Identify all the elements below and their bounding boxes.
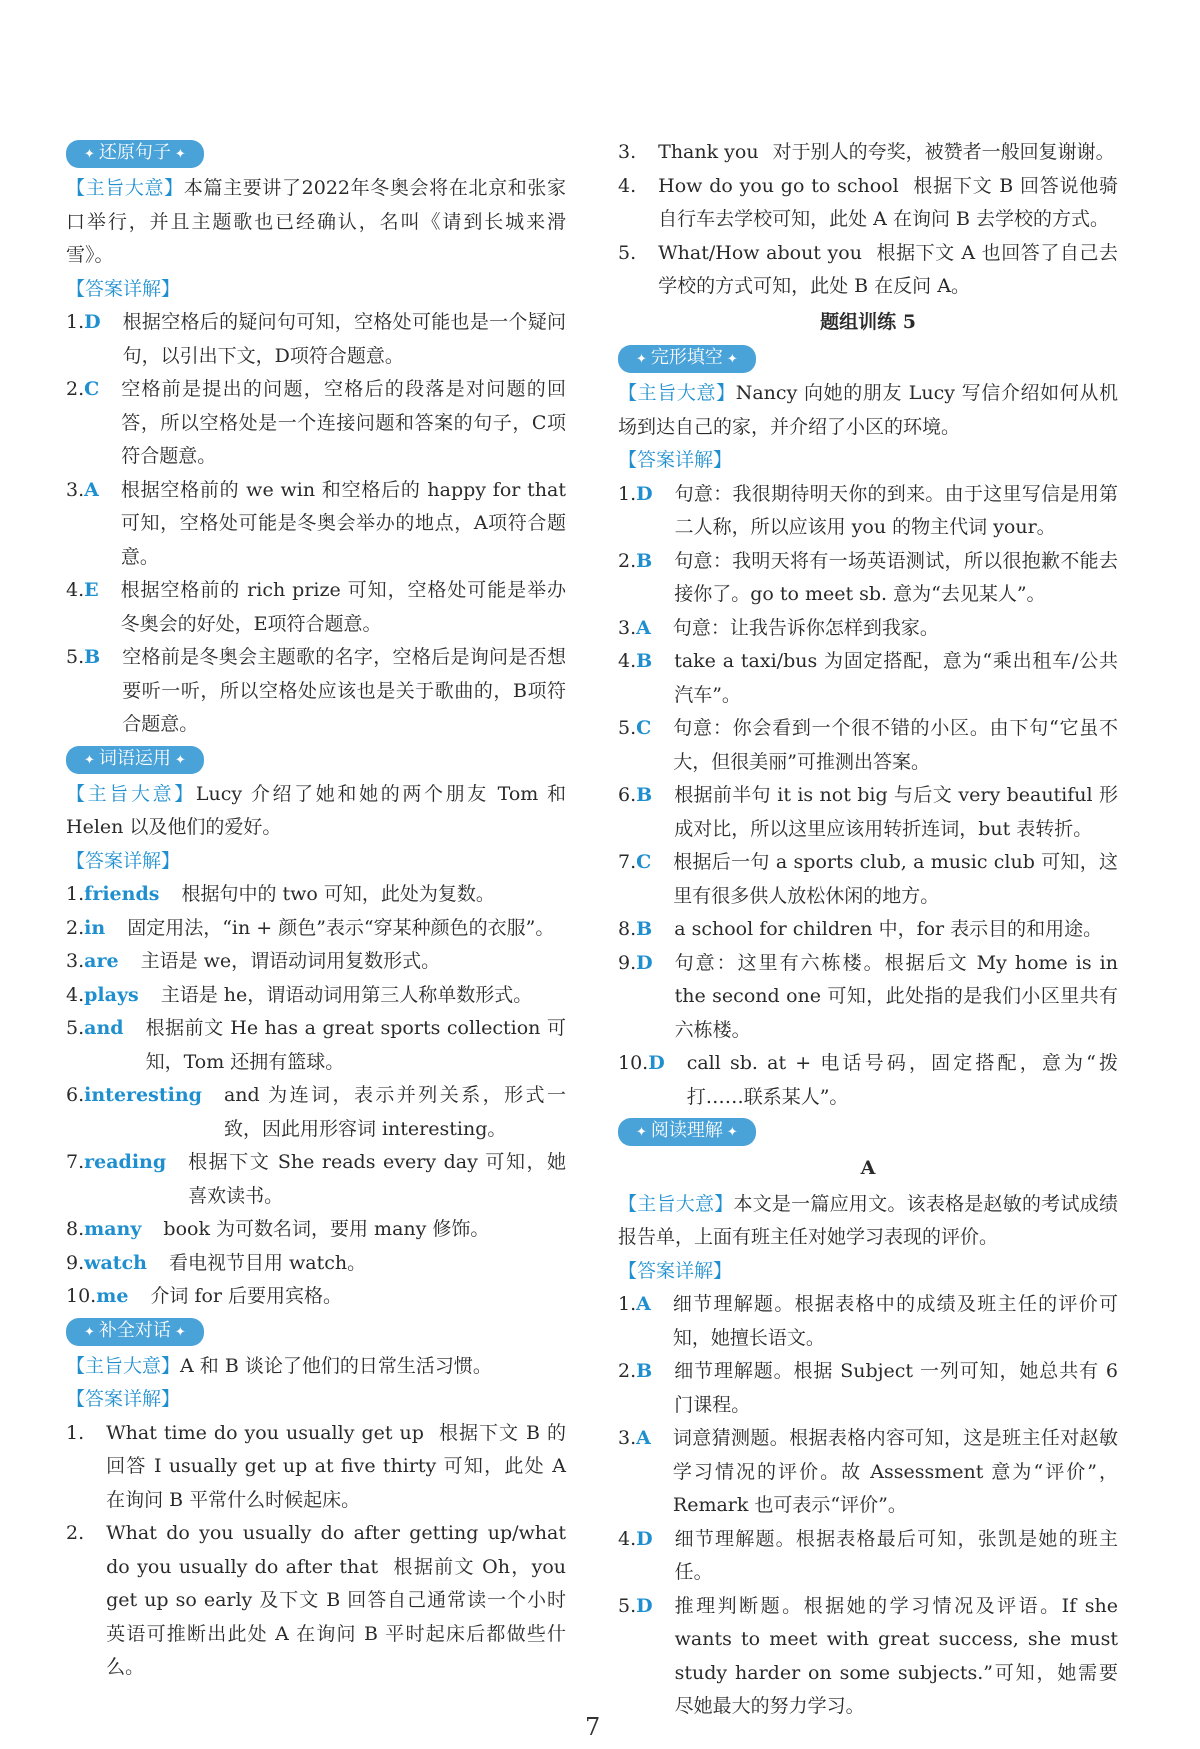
item-index: 2. bbox=[66, 378, 85, 400]
answer-number bbox=[66, 1213, 141, 1247]
answer-key: Thank you bbox=[658, 141, 759, 163]
answer-key: A bbox=[84, 478, 99, 501]
answer-item bbox=[66, 1079, 566, 1146]
answer-explanation bbox=[673, 846, 1118, 913]
explanation-text: 根据空格前的 rich prize 可知，空格处可能是举办冬奥会的好处，E项符合题意。 bbox=[120, 579, 566, 635]
answer-key: many bbox=[84, 1218, 142, 1240]
answer-explanation bbox=[224, 1079, 566, 1146]
answer-explanation bbox=[658, 170, 1118, 237]
answer-key: and bbox=[84, 1017, 124, 1039]
item-index: 2. bbox=[66, 1522, 85, 1544]
answer-explanation bbox=[673, 1288, 1118, 1355]
item-index: 4. bbox=[618, 650, 637, 672]
answer-explanation bbox=[146, 1012, 566, 1079]
answer-item bbox=[66, 1280, 566, 1314]
answer-explanation bbox=[188, 1146, 566, 1213]
answer-number bbox=[618, 1047, 665, 1114]
item-index: 9. bbox=[618, 951, 637, 974]
answer-number bbox=[66, 306, 101, 373]
answers-label: 【答案详解】 bbox=[66, 1388, 181, 1410]
answer-number bbox=[66, 979, 139, 1013]
explanation-text: 细节理解题。根据表格中的成绩及班主任的评价可知，她擅长语文。 bbox=[672, 1293, 1118, 1349]
explanation-text: a school for children 中，for 表示目的和用途。 bbox=[674, 918, 1103, 940]
answer-item bbox=[618, 779, 1118, 846]
sparkle-icon: ✦ bbox=[84, 1324, 95, 1340]
answer-explanation bbox=[673, 712, 1118, 779]
group-title: 题组训练 5 bbox=[820, 310, 916, 333]
answer-explanation bbox=[127, 912, 566, 946]
answer-explanation bbox=[169, 1247, 566, 1281]
answer-item bbox=[66, 1417, 566, 1518]
item-index: 10. bbox=[66, 1285, 97, 1307]
answer-key: B bbox=[636, 650, 653, 672]
answer-number bbox=[66, 912, 105, 946]
answer-explanation bbox=[674, 1355, 1118, 1422]
answer-number bbox=[618, 913, 652, 947]
answer-item bbox=[618, 1590, 1118, 1724]
answer-key: What do you usually do after getting up/what do you usually do after that bbox=[106, 1522, 566, 1578]
answer-number bbox=[618, 612, 651, 646]
answer-key: D bbox=[648, 1052, 665, 1074]
answer-key: D bbox=[636, 482, 653, 505]
answer-key: B bbox=[636, 918, 653, 940]
answer-key: A bbox=[636, 616, 651, 639]
answer-explanation bbox=[675, 1590, 1118, 1724]
item-index: 7. bbox=[66, 1151, 85, 1173]
answer-key: me bbox=[96, 1285, 129, 1307]
sparkle-icon: ✦ bbox=[174, 147, 186, 162]
explanation-text: book 为可数名词，要用 many 修饰。 bbox=[163, 1218, 490, 1240]
sparkle-icon: ✦ bbox=[726, 1125, 738, 1140]
answers-label: 【答案详解】 bbox=[66, 277, 181, 300]
answer-explanation bbox=[106, 1417, 566, 1518]
answer-number bbox=[66, 1517, 84, 1685]
sparkle-icon: ✦ bbox=[174, 752, 186, 768]
answer-item bbox=[618, 1047, 1118, 1114]
section-tag-reading: ✦ 阅读理解 ✦ bbox=[618, 1118, 756, 1146]
answer-key: D bbox=[636, 951, 653, 974]
explanation-text: 词意猜测题。根据表格内容可知，这是班主任对赵敏学习情况的评价。故 Assessment 意为“评价”，Remark 也可表示“评价”。 bbox=[672, 1427, 1118, 1516]
answer-explanation bbox=[161, 979, 566, 1013]
answer-explanation bbox=[658, 237, 1118, 304]
answer-number bbox=[618, 237, 636, 304]
explanation-text: 主语是 we，谓语动词用复数形式。 bbox=[140, 950, 441, 972]
answer-key: plays bbox=[84, 983, 139, 1006]
answer-key: B bbox=[84, 646, 101, 668]
answer-item bbox=[66, 641, 566, 742]
answer-item bbox=[618, 136, 1118, 170]
explanation-text: 根据前半句 it is not big 与后文 very beautiful 形成对比，所以这里应该用转折连词，but 表转折。 bbox=[674, 784, 1118, 840]
item-index: 3. bbox=[66, 950, 85, 972]
answer-item bbox=[618, 913, 1118, 947]
explanation-text: 对于别人的夸奖，被赞者一般回复谢谢。 bbox=[772, 141, 1115, 163]
explanation-text: 介词 for 后要用宾格。 bbox=[150, 1285, 343, 1307]
explanation-text: 根据下文 She reads every day 可知，她喜欢读书。 bbox=[188, 1151, 566, 1207]
answer-key: D bbox=[84, 311, 101, 333]
sparkle-icon: ✦ bbox=[84, 147, 95, 162]
answer-explanation bbox=[673, 1422, 1118, 1523]
answer-key: D bbox=[636, 1594, 653, 1617]
answer-number bbox=[618, 712, 651, 779]
item-index: 10. bbox=[618, 1052, 649, 1074]
answer-explanation bbox=[121, 574, 566, 641]
item-index: 1. bbox=[66, 883, 85, 905]
answer-explanation bbox=[121, 373, 566, 474]
explanation-text: 推理判断题。根据她的学习情况及评语。If she wants to meet with great success, she must study harder on some subjects.”可知，她需要尽她最大的努力学习。 bbox=[674, 1594, 1118, 1717]
answer-number bbox=[66, 1280, 128, 1314]
explanation-text: 句意：这里有六栋楼。根据后文 My home is in the second one 可知，此处指的是我们小区里共有六栋楼。 bbox=[674, 951, 1118, 1041]
item-index: 9. bbox=[66, 1251, 85, 1274]
answer-number bbox=[66, 1079, 202, 1146]
answer-key: are bbox=[84, 950, 119, 972]
explanation-text: call sb. at + 电话号码，固定搭配，意为“拨打……联系某人”。 bbox=[686, 1052, 1118, 1108]
explanation-text: 细节理解题。根据 Subject 一列可知，她总共有 6 门课程。 bbox=[674, 1360, 1118, 1416]
answer-number bbox=[618, 846, 651, 913]
answer-explanation bbox=[121, 474, 566, 575]
answer-key: E bbox=[84, 579, 99, 601]
answer-explanation bbox=[674, 779, 1118, 846]
answer-key: friends bbox=[84, 883, 160, 905]
answer-item bbox=[66, 878, 566, 912]
answer-key: C bbox=[636, 851, 652, 873]
item-index: 5. bbox=[66, 1017, 85, 1039]
item-index: 3. bbox=[618, 141, 637, 163]
explanation-text: 句意：我明天将有一场英语测试，所以很抱歉不能去接你了。go to meet sb. 意为“去见某人”。 bbox=[674, 549, 1118, 605]
explanation-text: 看电视节目用 watch。 bbox=[168, 1251, 367, 1274]
answer-number bbox=[66, 474, 99, 575]
explanation-text: 根据后一句 a sports club, a music club 可知，这里有很多供人放松休闲的地方。 bbox=[673, 851, 1118, 907]
answer-number bbox=[66, 1247, 147, 1281]
sparkle-icon: ✦ bbox=[636, 352, 647, 367]
explanation-text: 根据空格前的 we win 和空格后的 happy for that 可知，空格处可能是冬奥会举办的地点，A项符合题意。 bbox=[120, 478, 566, 568]
explanation-text: 根据空格后的疑问句可知，空格处可能也是一个疑问句，以引出下文，D项符合题意。 bbox=[122, 311, 566, 367]
answer-explanation bbox=[675, 947, 1118, 1048]
answer-number bbox=[618, 136, 636, 170]
answer-key: D bbox=[636, 1527, 653, 1550]
answer-number bbox=[618, 170, 636, 237]
answer-number bbox=[618, 1355, 652, 1422]
answer-explanation bbox=[658, 136, 1118, 170]
summary: 【主旨大意】Lucy 介绍了她和她的两个朋友 Tom 和 Helen 以及他们的爱好。 bbox=[66, 782, 566, 838]
explanation-text: 根据下文 A 也回答了自己去学校的方式可知，此处 B 在反问 A。 bbox=[658, 241, 1118, 297]
item-index: 6. bbox=[66, 1084, 85, 1106]
item-index: 1. bbox=[66, 1421, 85, 1444]
answer-item bbox=[66, 1012, 566, 1079]
answer-number bbox=[618, 1288, 651, 1355]
sparkle-icon: ✦ bbox=[726, 352, 738, 367]
explanation-text: 细节理解题。根据表格最后可知，张凯是她的班主任。 bbox=[674, 1527, 1118, 1583]
item-index: 5. bbox=[618, 1594, 637, 1617]
answer-item bbox=[66, 1517, 566, 1685]
answer-explanation bbox=[106, 1517, 566, 1685]
answer-item bbox=[618, 1523, 1118, 1590]
item-index: 5. bbox=[66, 646, 85, 668]
explanation-text: 根据前文 Oh，you get up so early 及下文 B 回答自己通常读一个小时英语可推断出此处 A 在询问 B 平时起床后都做些什么。 bbox=[106, 1555, 567, 1678]
answer-item bbox=[618, 170, 1118, 237]
answer-number bbox=[618, 478, 653, 545]
answer-number bbox=[66, 1012, 124, 1079]
answer-item bbox=[618, 612, 1118, 646]
item-index: 5. bbox=[618, 717, 637, 739]
answer-key: C bbox=[84, 378, 100, 400]
answer-item bbox=[618, 478, 1118, 545]
explanation-text: 句意：我很期待明天你的到来。由于这里写信是用第二人称，所以应该用 you 的物主代词 your。 bbox=[674, 482, 1118, 538]
answer-key: B bbox=[636, 1360, 653, 1382]
answer-item bbox=[66, 306, 566, 373]
passage-label: A bbox=[860, 1157, 876, 1179]
summary: 【主旨大意】Nancy 向她的朋友 Lucy 写信介绍如何从机场到达自己的家，并介绍了小区的环境。 bbox=[618, 382, 1118, 438]
section-tag-word-usage: ✦ 词语运用 ✦ bbox=[66, 746, 204, 774]
item-index: 6. bbox=[618, 784, 637, 806]
explanation-text: 根据下文 B 的回答 I usually get up at five thirty 可知，此处 A 在询问 B 平常什么时候起床。 bbox=[106, 1421, 566, 1511]
explanation-text: 空格前是提出的问题，空格后的段落是对问题的回答，所以空格处是一个连接问题和答案的句子，C项符合题意。 bbox=[121, 378, 566, 467]
answer-explanation bbox=[163, 1213, 566, 1247]
item-index: 2. bbox=[618, 1360, 637, 1382]
answer-number bbox=[618, 545, 652, 612]
explanation-text: 句意：你会看到一个很不错的小区。由下句“它虽不大，但很美丽”可推测出答案。 bbox=[673, 717, 1118, 773]
answer-key: How do you go to school bbox=[658, 174, 899, 197]
item-index: 1. bbox=[618, 1293, 637, 1315]
answer-explanation bbox=[123, 306, 566, 373]
answer-key: What time do you usually get up bbox=[106, 1421, 424, 1444]
item-index: 3. bbox=[618, 616, 637, 639]
answer-item bbox=[618, 1288, 1118, 1355]
answer-item bbox=[66, 373, 566, 474]
summary: 【主旨大意】本文是一篇应用文。该表格是赵敏的考试成绩报告单，上面有班主任对她学习表现的评价。 bbox=[618, 1192, 1118, 1248]
explanation-text: take a taxi/bus 为固定搭配，意为“乘出租车/公共汽车”。 bbox=[674, 650, 1118, 706]
answer-number bbox=[66, 641, 100, 742]
item-index: 4. bbox=[618, 1527, 637, 1550]
answer-item bbox=[66, 979, 566, 1013]
answer-key: reading bbox=[84, 1151, 167, 1173]
sparkle-icon: ✦ bbox=[174, 1324, 186, 1340]
answer-item bbox=[66, 912, 566, 946]
summary: 【主旨大意】本篇主要讲了2022年冬奥会将在北京和张家口举行，并且主题歌也已经确认，名叫《请到长城来滑雪》。 bbox=[66, 177, 566, 266]
answers-label: 【答案详解】 bbox=[618, 1259, 733, 1282]
section-tag-restore-sentences: ✦ 还原句子 ✦ bbox=[66, 140, 204, 168]
answer-item bbox=[618, 846, 1118, 913]
explanation-text: and 为连词，表示并列关系，形式一致，因此用形容词 interesting。 bbox=[223, 1084, 566, 1140]
item-index: 1. bbox=[66, 311, 85, 333]
item-index: 4. bbox=[618, 174, 637, 197]
answer-key: interesting bbox=[84, 1084, 202, 1106]
answer-number bbox=[66, 1146, 166, 1213]
answer-number bbox=[618, 1523, 653, 1590]
answer-number bbox=[618, 1422, 651, 1523]
explanation-text: 根据前文 He has a great sports collection 可知，Tom 还拥有篮球。 bbox=[145, 1017, 566, 1073]
answer-item bbox=[618, 645, 1118, 712]
answer-item bbox=[66, 1247, 566, 1281]
answer-explanation bbox=[675, 1523, 1118, 1590]
item-index: 1. bbox=[618, 482, 637, 505]
answer-item bbox=[66, 574, 566, 641]
answer-item bbox=[618, 237, 1118, 304]
answer-item bbox=[66, 1146, 566, 1213]
answer-item bbox=[618, 1355, 1118, 1422]
answer-explanation bbox=[675, 478, 1118, 545]
answer-item bbox=[618, 1422, 1118, 1523]
sparkle-icon: ✦ bbox=[84, 752, 95, 768]
answer-item bbox=[618, 947, 1118, 1048]
item-index: 3. bbox=[66, 478, 85, 501]
item-index: 5. bbox=[618, 241, 637, 264]
sparkle-icon: ✦ bbox=[636, 1125, 647, 1140]
answer-key: B bbox=[636, 784, 653, 806]
explanation-text: 空格前是冬奥会主题歌的名字，空格后是询问是否想要听一听，所以空格处应该也是关于歌曲的，B项符合题意。 bbox=[122, 646, 566, 735]
answer-key: in bbox=[84, 916, 106, 939]
answer-explanation bbox=[141, 945, 566, 979]
section-tag-complete-dialogue: ✦ 补全对话 ✦ bbox=[66, 1318, 204, 1346]
answer-item bbox=[66, 1213, 566, 1247]
answer-explanation bbox=[150, 1280, 566, 1314]
explanation-text: 固定用法，“in + 颜色”表示“穿某种颜色的衣服”。 bbox=[127, 916, 555, 939]
explanation-text: 根据下文 B 回答说他骑自行车去学校可知，此处 A 在询问 B 去学校的方式。 bbox=[658, 174, 1118, 230]
answer-key: What/How about you bbox=[658, 241, 862, 264]
answer-explanation bbox=[674, 645, 1118, 712]
answer-number bbox=[618, 947, 653, 1048]
answer-key: watch bbox=[84, 1251, 147, 1274]
item-index: 3. bbox=[618, 1427, 637, 1449]
answer-explanation bbox=[687, 1047, 1118, 1114]
answer-number bbox=[66, 945, 119, 979]
answer-key: B bbox=[636, 549, 653, 572]
item-index: 4. bbox=[66, 579, 85, 601]
summary: 【主旨大意】A 和 B 谈论了他们的日常生活习惯。 bbox=[66, 1354, 492, 1377]
answers-label: 【答案详解】 bbox=[618, 449, 733, 471]
answer-explanation bbox=[181, 878, 566, 912]
answer-item bbox=[66, 945, 566, 979]
answer-key: C bbox=[636, 717, 652, 739]
item-index: 2. bbox=[618, 549, 637, 572]
explanation-text: 根据句中的 two 可知，此处为复数。 bbox=[181, 883, 495, 905]
right-column bbox=[618, 136, 1118, 1724]
item-index: 2. bbox=[66, 916, 85, 939]
item-index: 8. bbox=[66, 1218, 85, 1240]
answer-number bbox=[66, 1417, 84, 1518]
section-tag-cloze: ✦ 完形填空 ✦ bbox=[618, 345, 756, 373]
answer-number bbox=[66, 373, 99, 474]
answer-key: A bbox=[636, 1293, 651, 1315]
answer-item bbox=[618, 545, 1118, 612]
answer-number bbox=[618, 779, 652, 846]
left-column bbox=[66, 136, 566, 1685]
answer-number bbox=[618, 1590, 653, 1724]
answer-explanation bbox=[122, 641, 566, 742]
item-index: 4. bbox=[66, 983, 85, 1006]
page-number: 7 bbox=[585, 1713, 601, 1741]
answer-item bbox=[618, 712, 1118, 779]
item-index: 7. bbox=[618, 851, 637, 873]
answer-number bbox=[66, 574, 99, 641]
item-index: 8. bbox=[618, 918, 637, 940]
answers-label: 【答案详解】 bbox=[66, 849, 181, 872]
answer-key: A bbox=[636, 1427, 651, 1449]
answer-number bbox=[66, 878, 159, 912]
answer-explanation bbox=[673, 612, 1118, 646]
answer-explanation bbox=[674, 545, 1118, 612]
explanation-text: 主语是 he，谓语动词用第三人称单数形式。 bbox=[160, 983, 533, 1006]
answer-explanation bbox=[674, 913, 1118, 947]
answer-item bbox=[66, 474, 566, 575]
answer-number bbox=[618, 645, 652, 712]
explanation-text: 句意：让我告诉你怎样到我家。 bbox=[672, 616, 939, 639]
